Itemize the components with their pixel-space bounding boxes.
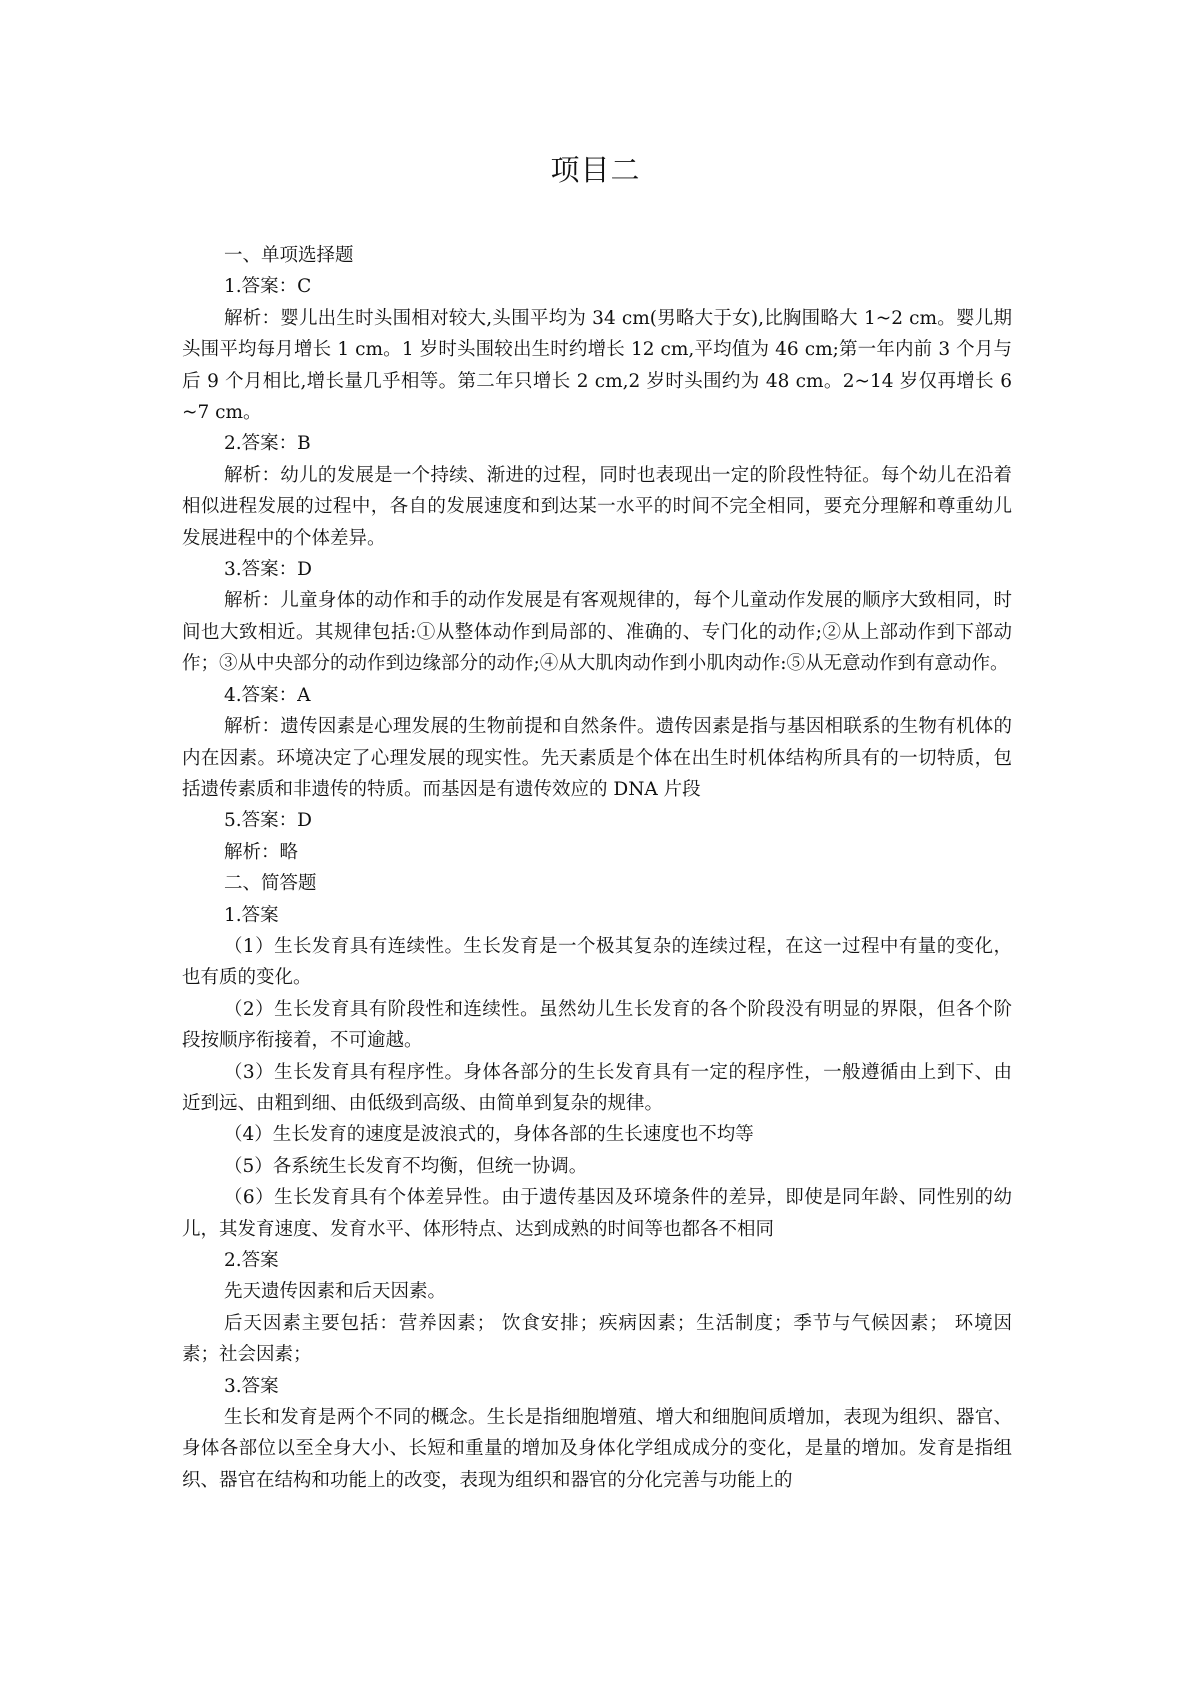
explanation-q5: 解析：略 [224, 841, 299, 863]
document-body [182, 240, 1012, 1496]
page-title: 项目二 [550, 153, 641, 187]
short-answer-3-text: 生长和发育是两个不同的概念。生长是指细胞增殖、增大和细胞间质增加，表现为组织、器官、身体各部位以至全身大小、长短和重量的增加及身体化学组成成分的变化，是量的增加。发育是指组织、器官在结构和功能上的改变，表现为组织和器官的分化完善与功能上的 [182, 1407, 1012, 1491]
short-answer-2-heading: 2.答案 [224, 1250, 279, 1271]
short-answer-2-line-1: 先天遗传因素和后天因素。 [224, 1281, 447, 1303]
short-answer-1-point-2: （2）生长发育具有阶段性和连续性。虽然幼儿生长发育的各个阶段没有明显的界限，但各个阶段按顺序衔接着，不可逾越。 [182, 998, 1012, 1052]
answer-q4: 4.答案：A [224, 684, 311, 706]
short-answer-3-heading: 3.答案 [224, 1375, 279, 1397]
section-heading-single-choice: 一、单项选择题 [224, 245, 354, 266]
explanation-q3: 解析：儿童身体的动作和手的动作发展是有客观规律的，每个儿童动作发展的顺序大致相同，时间也大致相近。其规律包括:①从整体动作到局部的、准确的、专门化的动作;②从上部动作到下部动作；③从中央部分的动作到边缘部分的动作;④从大肌肉动作到小肌肉动作:⑤从无意动作到有意动作。 [182, 590, 1012, 675]
answer-q3: 3.答案：D [224, 559, 312, 581]
answer-q5: 5.答案：D [224, 810, 312, 832]
explanation-q1: 解析：婴儿出生时头围相对较大,头围平均为 34 cm(男略大于女),比胸围略大 1~2 cm。婴儿期头围平均每月增长 1 cm。1 岁时头围较出生时约增长 12 cm,平均值为 46 cm;第一年内前 3 个月与后 9 个月相比,增长量几乎相等。第二年只增长 2 cm,2 岁时头围约为 48 cm。2~14 岁仅再增长 6~7 cm。 [182, 307, 1012, 424]
explanation-q4: 解析：遗传因素是心理发展的生物前提和自然条件。遗传因素是指与基因相联系的生物有机体的内在因素。环境决定了心理发展的现实性。先天素质是个体在出生时机体结构所具有的一切特质，包括遗传素质和非遗传的特质。而基因是有遗传效应的 DNA 片段 [182, 716, 1012, 800]
short-answer-2-line-2: 后天因素主要包括：营养因素； 饮食安排；疾病因素；生活制度；季节与气候因素； 环境因素；社会因素； [182, 1312, 1012, 1366]
short-answer-1-point-5: （5）各系统生长发育不均衡，但统一协调。 [224, 1155, 588, 1177]
answer-q1: 1.答案：C [224, 276, 312, 298]
answer-q2: 2.答案：B [224, 433, 311, 455]
short-answer-1-point-6: （6）生长发育具有个体差异性。由于遗传基因及环境条件的差异，即使是同年龄、同性别的幼儿，其发育速度、发育水平、体形特点、达到成熟的时间等也都各不相同 [182, 1187, 1012, 1240]
short-answer-1-point-4: （4）生长发育的速度是波浪式的，身体各部的生长速度也不均等 [224, 1124, 754, 1146]
section-heading-short-answer: 二、简答题 [224, 873, 317, 895]
explanation-q2: 解析：幼儿的发展是一个持续、渐进的过程，同时也表现出一定的阶段性特征。每个幼儿在沿着相似进程发展的过程中，各自的发展速度和到达某一水平的时间不完全相同，要充分理解和尊重幼儿发展进程中的个体差异。 [182, 464, 1012, 549]
short-answer-1-point-1: （1）生长发育具有连续性。生长发育是一个极其复杂的连续过程，在这一过程中有量的变化，也有质的变化。 [182, 935, 1012, 989]
short-answer-1-heading: 1.答案 [224, 904, 279, 926]
short-answer-1-point-3: （3）生长发育具有程序性。身体各部分的生长发育具有一定的程序性，一般遵循由上到下、由近到远、由粗到细、由低级到高级、由简单到复杂的规律。 [182, 1061, 1012, 1114]
